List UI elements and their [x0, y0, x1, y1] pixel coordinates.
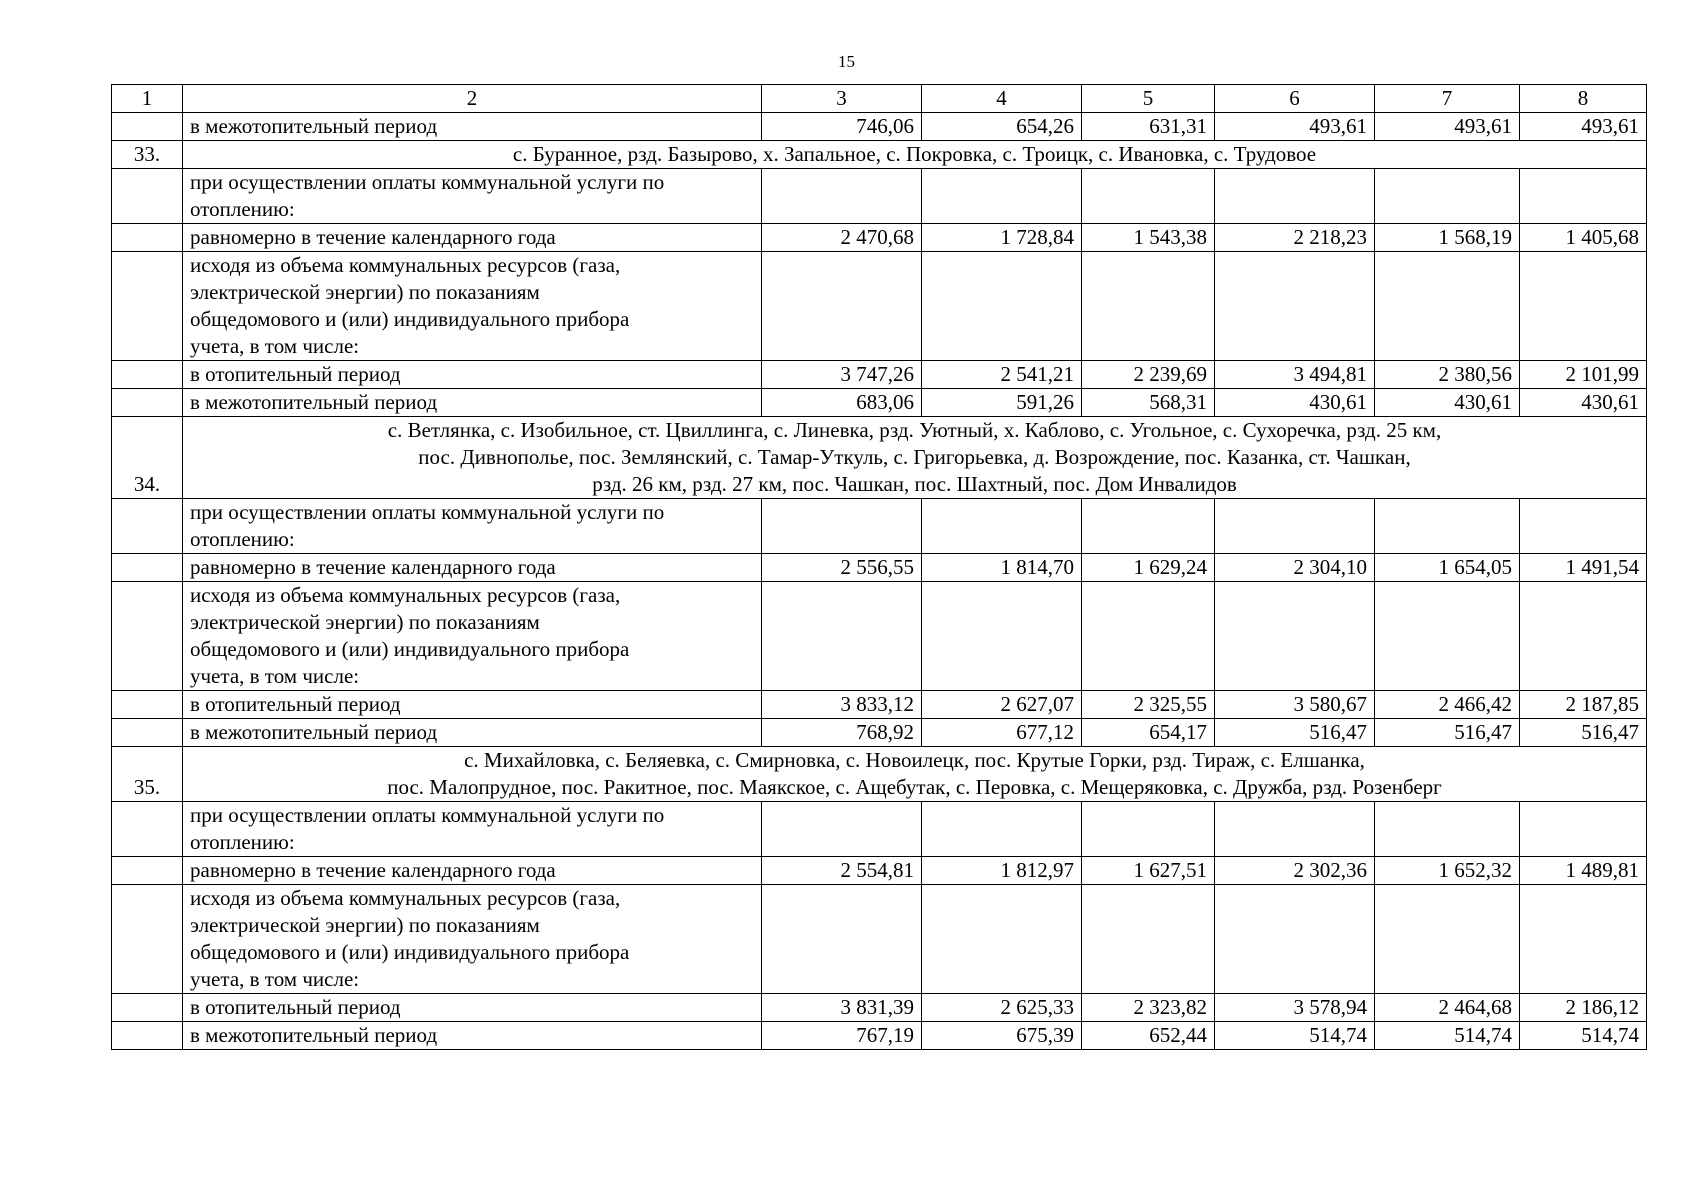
- description-line: общедомового и (или) индивидуального прибора: [190, 940, 630, 964]
- value-cell: 2 186,12: [1520, 994, 1647, 1022]
- data-row: [112, 113, 1647, 141]
- empty-value-cell: [1375, 499, 1520, 554]
- data-row: [112, 361, 1647, 389]
- empty-value-cell: [1215, 885, 1375, 994]
- section-number: 35.: [112, 747, 183, 802]
- empty-value-cell: [1375, 169, 1520, 224]
- value-cell: 2 302,36: [1215, 857, 1375, 885]
- empty-value-cell: [762, 499, 922, 554]
- value-cell: 1 627,51: [1082, 857, 1215, 885]
- value-cell: 2 470,68: [762, 224, 922, 252]
- value-cell: 1 543,38: [1082, 224, 1215, 252]
- value-cell: 2 625,33: [922, 994, 1082, 1022]
- value-cell: 1 405,68: [1520, 224, 1647, 252]
- value-cell: 430,61: [1520, 389, 1647, 417]
- empty-value-cell: [1375, 252, 1520, 361]
- value-cell: 514,74: [1520, 1022, 1647, 1050]
- data-row: [112, 1022, 1647, 1050]
- description-line: отоплению:: [190, 830, 295, 854]
- value-cell: 3 831,39: [762, 994, 922, 1022]
- empty-value-cell: [1215, 582, 1375, 691]
- empty-value-cell: [1520, 252, 1647, 361]
- value-cell: 3 494,81: [1215, 361, 1375, 389]
- column-header: 1: [112, 85, 183, 113]
- empty-value-cell: [1375, 582, 1520, 691]
- description-row: [112, 582, 1647, 691]
- data-row: [112, 691, 1647, 719]
- value-cell: 3 747,26: [762, 361, 922, 389]
- description-line: электрической энергии) по показаниям: [190, 610, 540, 634]
- settlements-cell: [183, 417, 1647, 499]
- row-label: в отопительный период: [183, 994, 762, 1022]
- value-cell: 2 466,42: [1375, 691, 1520, 719]
- empty-value-cell: [1082, 582, 1215, 691]
- description-line: общедомового и (или) индивидуального прибора: [190, 637, 630, 661]
- header-row: [112, 85, 1647, 113]
- data-row: [112, 389, 1647, 417]
- empty-value-cell: [1520, 169, 1647, 224]
- description-line: электрической энергии) по показаниям: [190, 913, 540, 937]
- description-row: [112, 169, 1647, 224]
- description-line: отоплению:: [190, 197, 295, 221]
- value-cell: 2 554,81: [762, 857, 922, 885]
- value-cell: 654,26: [922, 113, 1082, 141]
- empty-number-cell: [112, 361, 183, 389]
- empty-value-cell: [762, 252, 922, 361]
- value-cell: 631,31: [1082, 113, 1215, 141]
- value-cell: 768,92: [762, 719, 922, 747]
- value-cell: 3 580,67: [1215, 691, 1375, 719]
- empty-value-cell: [1215, 252, 1375, 361]
- empty-number-cell: [112, 691, 183, 719]
- column-header: 5: [1082, 85, 1215, 113]
- value-cell: 516,47: [1375, 719, 1520, 747]
- empty-number-cell: [112, 169, 183, 224]
- empty-value-cell: [762, 582, 922, 691]
- data-row: [112, 224, 1647, 252]
- value-cell: 516,47: [1520, 719, 1647, 747]
- description-line: при осуществлении оплаты коммунальной услуги по: [190, 170, 665, 194]
- row-label: в межотопительный период: [183, 113, 762, 141]
- description-line: учета, в том числе:: [190, 334, 360, 358]
- empty-value-cell: [922, 169, 1082, 224]
- value-cell: 1 652,32: [1375, 857, 1520, 885]
- empty-value-cell: [1215, 169, 1375, 224]
- settlements-line: с. Михайловка, с. Беляевка, с. Смирновка, с. Новоилецк, пос. Крутые Горки, рзд. Тираж, с. Елшанка,: [464, 748, 1365, 772]
- column-header: 4: [922, 85, 1082, 113]
- description-cell: [183, 499, 762, 554]
- description-line: исходя из объема коммунальных ресурсов (газа,: [190, 253, 621, 277]
- empty-value-cell: [1215, 802, 1375, 857]
- description-line: учета, в том числе:: [190, 664, 360, 688]
- value-cell: 514,74: [1375, 1022, 1520, 1050]
- value-cell: 2 323,82: [1082, 994, 1215, 1022]
- settlements-line: рзд. 26 км, рзд. 27 км, пос. Чашкан, пос. Шахтный, пос. Дом Инвалидов: [592, 472, 1237, 496]
- description-cell: [183, 169, 762, 224]
- column-header: 7: [1375, 85, 1520, 113]
- description-line: при осуществлении оплаты коммунальной услуги по: [190, 803, 665, 827]
- empty-value-cell: [762, 802, 922, 857]
- data-row: [112, 719, 1647, 747]
- value-cell: 493,61: [1520, 113, 1647, 141]
- value-cell: 2 541,21: [922, 361, 1082, 389]
- empty-value-cell: [922, 252, 1082, 361]
- value-cell: 2 325,55: [1082, 691, 1215, 719]
- description-line: при осуществлении оплаты коммунальной услуги по: [190, 500, 665, 524]
- empty-value-cell: [1520, 499, 1647, 554]
- value-cell: 675,39: [922, 1022, 1082, 1050]
- value-cell: 1 491,54: [1520, 554, 1647, 582]
- settlements-cell: [183, 747, 1647, 802]
- empty-value-cell: [1375, 802, 1520, 857]
- row-label: равномерно в течение календарного года: [183, 554, 762, 582]
- row-label: равномерно в течение календарного года: [183, 857, 762, 885]
- description-line: исходя из объема коммунальных ресурсов (газа,: [190, 886, 621, 910]
- empty-number-cell: [112, 994, 183, 1022]
- value-cell: 2 218,23: [1215, 224, 1375, 252]
- value-cell: 2 101,99: [1520, 361, 1647, 389]
- value-cell: 1 568,19: [1375, 224, 1520, 252]
- empty-value-cell: [1082, 252, 1215, 361]
- value-cell: 767,19: [762, 1022, 922, 1050]
- empty-value-cell: [1082, 885, 1215, 994]
- empty-value-cell: [1082, 499, 1215, 554]
- description-cell: [183, 885, 762, 994]
- value-cell: 430,61: [1375, 389, 1520, 417]
- section-number: 34.: [112, 417, 183, 499]
- data-row: [112, 994, 1647, 1022]
- row-label: равномерно в течение календарного года: [183, 224, 762, 252]
- value-cell: 746,06: [762, 113, 922, 141]
- value-cell: 493,61: [1215, 113, 1375, 141]
- row-label: в отопительный период: [183, 691, 762, 719]
- section-row: [112, 747, 1647, 802]
- description-row: [112, 802, 1647, 857]
- row-label: в межотопительный период: [183, 1022, 762, 1050]
- value-cell: 514,74: [1215, 1022, 1375, 1050]
- row-label: в межотопительный период: [183, 389, 762, 417]
- description-line: исходя из объема коммунальных ресурсов (газа,: [190, 583, 621, 607]
- description-cell: [183, 252, 762, 361]
- description-row: [112, 499, 1647, 554]
- empty-number-cell: [112, 113, 183, 141]
- empty-number-cell: [112, 252, 183, 361]
- column-header: 6: [1215, 85, 1375, 113]
- settlements-cell: [183, 141, 1647, 169]
- empty-value-cell: [922, 885, 1082, 994]
- empty-number-cell: [112, 857, 183, 885]
- value-cell: 2 380,56: [1375, 361, 1520, 389]
- settlements-line: пос. Малопрудное, пос. Ракитное, пос. Маякское, с. Ащебутак, с. Перовка, с. Мещеряковка, с. Дружба, рзд. Розенберг: [387, 775, 1442, 799]
- description-line: отоплению:: [190, 527, 295, 551]
- empty-number-cell: [112, 885, 183, 994]
- description-cell: [183, 582, 762, 691]
- section-number: 33.: [112, 141, 183, 169]
- value-cell: 2 464,68: [1375, 994, 1520, 1022]
- value-cell: 516,47: [1215, 719, 1375, 747]
- value-cell: 1 629,24: [1082, 554, 1215, 582]
- description-row: [112, 885, 1647, 994]
- empty-number-cell: [112, 554, 183, 582]
- description-line: общедомового и (или) индивидуального прибора: [190, 307, 630, 331]
- empty-value-cell: [1082, 802, 1215, 857]
- empty-number-cell: [112, 802, 183, 857]
- value-cell: 2 239,69: [1082, 361, 1215, 389]
- empty-value-cell: [922, 802, 1082, 857]
- description-row: [112, 252, 1647, 361]
- settlements-line: с. Буранное, рзд. Базырово, х. Запальное, с. Покровка, с. Троицк, с. Ивановка, с. Трудовое: [512, 142, 1317, 166]
- empty-number-cell: [112, 719, 183, 747]
- value-cell: 430,61: [1215, 389, 1375, 417]
- settlements-line: пос. Дивнополье, пос. Землянский, с. Тамар-Уткуль, с. Григорьевка, д. Возрождение, пос. Казанка, ст. Чашкан,: [418, 445, 1411, 469]
- value-cell: 1 814,70: [922, 554, 1082, 582]
- section-row: [112, 141, 1647, 169]
- empty-number-cell: [112, 389, 183, 417]
- value-cell: 652,44: [1082, 1022, 1215, 1050]
- value-cell: 1 654,05: [1375, 554, 1520, 582]
- empty-value-cell: [1082, 169, 1215, 224]
- section-row: [112, 417, 1647, 499]
- empty-number-cell: [112, 224, 183, 252]
- value-cell: 677,12: [922, 719, 1082, 747]
- value-cell: 654,17: [1082, 719, 1215, 747]
- settlements-line: с. Ветлянка, с. Изобильное, ст. Цвиллинга, с. Линевка, рзд. Уютный, х. Каблово, с. Угольное, с. Сухоречка, рзд. 25 км,: [387, 418, 1442, 442]
- tariff-table: [111, 84, 1647, 1050]
- value-cell: 2 627,07: [922, 691, 1082, 719]
- row-label: в отопительный период: [183, 361, 762, 389]
- column-header: 3: [762, 85, 922, 113]
- data-row: [112, 554, 1647, 582]
- description-line: электрической энергии) по показаниям: [190, 280, 540, 304]
- empty-number-cell: [112, 499, 183, 554]
- value-cell: 591,26: [922, 389, 1082, 417]
- value-cell: 493,61: [1375, 113, 1520, 141]
- value-cell: 1 812,97: [922, 857, 1082, 885]
- description-cell: [183, 802, 762, 857]
- value-cell: 3 833,12: [762, 691, 922, 719]
- empty-value-cell: [922, 582, 1082, 691]
- value-cell: 2 556,55: [762, 554, 922, 582]
- value-cell: 2 187,85: [1520, 691, 1647, 719]
- value-cell: 568,31: [1082, 389, 1215, 417]
- empty-number-cell: [112, 582, 183, 691]
- empty-value-cell: [1215, 499, 1375, 554]
- column-header: 2: [183, 85, 762, 113]
- value-cell: 1 489,81: [1520, 857, 1647, 885]
- empty-value-cell: [1520, 885, 1647, 994]
- empty-number-cell: [112, 1022, 183, 1050]
- empty-value-cell: [1375, 885, 1520, 994]
- page-number: 15: [838, 52, 855, 71]
- value-cell: 683,06: [762, 389, 922, 417]
- value-cell: 1 728,84: [922, 224, 1082, 252]
- data-row: [112, 857, 1647, 885]
- value-cell: 3 578,94: [1215, 994, 1375, 1022]
- description-line: учета, в том числе:: [190, 967, 360, 991]
- empty-value-cell: [922, 499, 1082, 554]
- table-body: [112, 85, 1647, 1050]
- value-cell: 2 304,10: [1215, 554, 1375, 582]
- row-label: в межотопительный период: [183, 719, 762, 747]
- empty-value-cell: [762, 885, 922, 994]
- empty-value-cell: [1520, 802, 1647, 857]
- column-header: 8: [1520, 85, 1647, 113]
- empty-value-cell: [1520, 582, 1647, 691]
- empty-value-cell: [762, 169, 922, 224]
